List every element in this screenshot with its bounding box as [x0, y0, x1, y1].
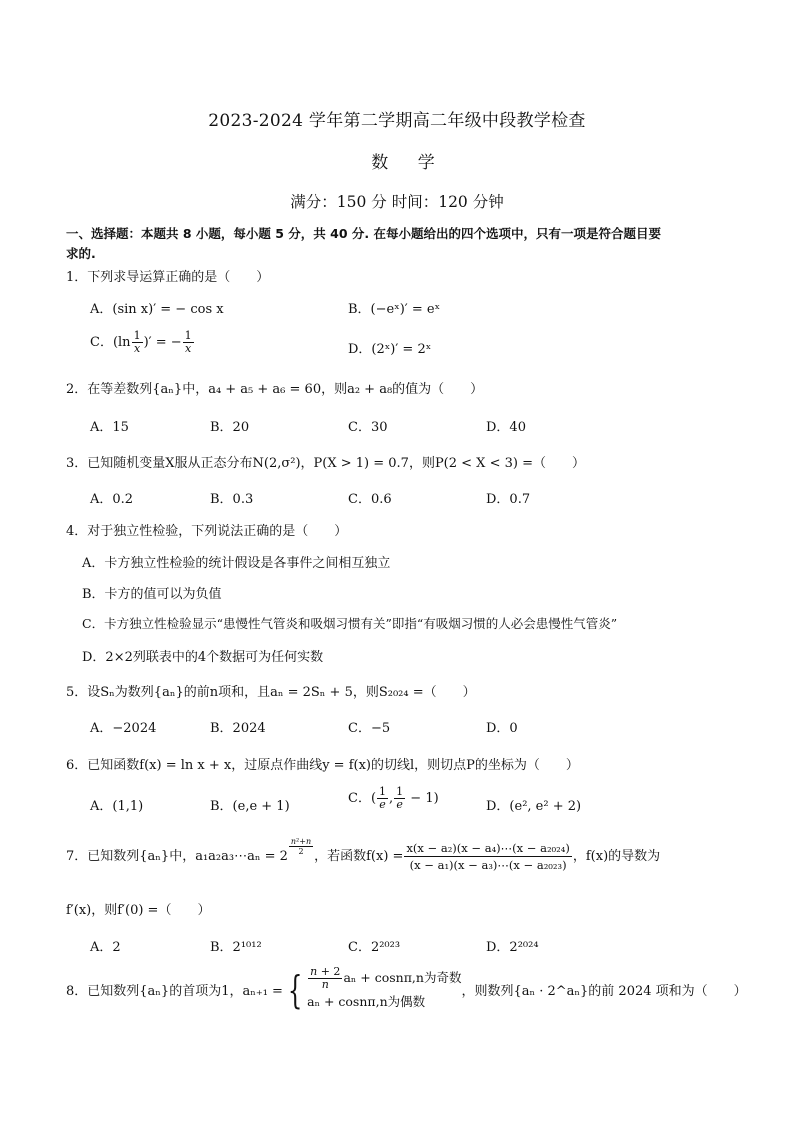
question-6-option-c: C．( $\frac{1}{e}$ , $\frac{1}{e}$ − 1): [348, 785, 439, 811]
question-1-stem: 1．下列求导运算正确的是（ ）: [66, 270, 270, 285]
question-2-option-d: D．40: [486, 420, 526, 435]
question-5-stem: 5．设Sₙ为数列{aₙ}的前n项和，且aₙ = 2Sₙ + 5，则S₂₀₂₄ =（ ）: [66, 685, 476, 700]
question-5-option-d: D．0: [486, 721, 518, 736]
exam-meta: 满分：150 分 时间：120 分钟: [290, 193, 504, 211]
question-3-option-b: B．0.3: [210, 492, 254, 507]
question-2-option-c: C．30: [348, 420, 388, 435]
question-3-option-a: A．0.2: [90, 492, 134, 507]
question-4-option-b: B．卡方的值可以为负值: [82, 587, 222, 602]
question-3-option-d: D．0.7: [486, 492, 531, 507]
question-7-option-b: B．2¹⁰¹²: [210, 940, 262, 955]
question-1-option-a: A．(sin x)′ = − cos x: [90, 302, 224, 317]
question-8-stem: 8．已知数列{aₙ}的首项为1，aₙ₊₁ = { $\frac{n + 2}{n}$ aₙ + cosnπ,n为奇数 aₙ + cosnπ,n为偶数 ，则数列{aₙ · 2^aₙ}的前 2024 项和为（ ）: [66, 965, 747, 1012]
question-1-option-b: B．(−eˣ)′ = eˣ: [348, 302, 441, 317]
exam-title: 2023-2024 学年第二学期高二年级中段教学检查: [208, 111, 586, 131]
question-5-option-b: B．2024: [210, 721, 266, 736]
question-2-stem: 2．在等差数列{aₙ}中，a₄ + a₅ + a₆ = 60，则a₂ + a₈的值为（ ）: [66, 382, 484, 397]
question-1-option-d: D．(2ˣ)′ = 2ˣ: [348, 342, 432, 357]
question-7-line2: f′(x)，则f′(0) =（ ）: [66, 903, 211, 918]
question-2-option-a: A．15: [90, 420, 129, 435]
question-3-stem: 3．已知随机变量X服从正态分布N(2,σ²)，P(X > 1) = 0.7，则P(2 < X < 3) =（ ）: [66, 456, 585, 471]
question-1-option-c: C．(ln $\frac{1}{x}$ )′ = − $\frac{1}{x}$: [90, 329, 192, 355]
question-7-stem: 7．已知数列{aₙ}中，a₁a₂a₃⋯aₙ = 2 $^{\frac{\text{n²+n}}{2}}$ ，若函数f(x) = $\frac{\text{x(x − a₂)(x − a₄)⋯(x − a₂₀₂₄)}}{\text{(x − a₁)(x − a₃)⋯(x − a₂₀₂₃)}}$ ，f(x)的导数为: [66, 837, 661, 872]
question-6-option-a: A．(1,1): [90, 799, 144, 814]
question-4-stem: 4．对于独立性检验，下列说法正确的是（ ）: [66, 524, 348, 539]
question-7-option-c: C．2²⁰²³: [348, 940, 401, 955]
question-7-option-d: D．2²⁰²⁴: [486, 940, 539, 955]
question-4-option-a: A．卡方独立性检验的统计假设是各事件之间相互独立: [82, 556, 391, 571]
question-7-option-a: A．2: [90, 940, 121, 955]
question-6-option-d: D．(e², e² + 2): [486, 799, 582, 814]
question-4-option-c: C．卡方独立性检验显示“患慢性气管炎和吸烟习惯有关”即指“有吸烟习惯的人必会患慢性气管炎”: [82, 616, 618, 631]
question-5-option-a: A．−2024: [90, 721, 157, 736]
question-2-option-b: B．20: [210, 420, 250, 435]
question-6-stem: 6．已知函数f(x) = ln x + x，过原点作曲线y = f(x)的切线l，则切点P的坐标为（ ）: [66, 758, 579, 773]
section-instructions-line2: 求的.: [66, 246, 96, 261]
question-5-option-c: C．−5: [348, 721, 391, 736]
subject-title: 数 学: [371, 153, 447, 173]
question-3-option-c: C．0.6: [348, 492, 392, 507]
section-instructions-line1: 一、选择题：本题共 8 小题，每小题 5 分，共 40 分. 在每小题给出的四个选项中，只有一项是符合题目要: [66, 226, 662, 241]
question-4-option-d: D．2×2列联表中的4个数据可为任何实数: [82, 650, 324, 665]
question-6-option-b: B．(e,e + 1): [210, 799, 290, 814]
